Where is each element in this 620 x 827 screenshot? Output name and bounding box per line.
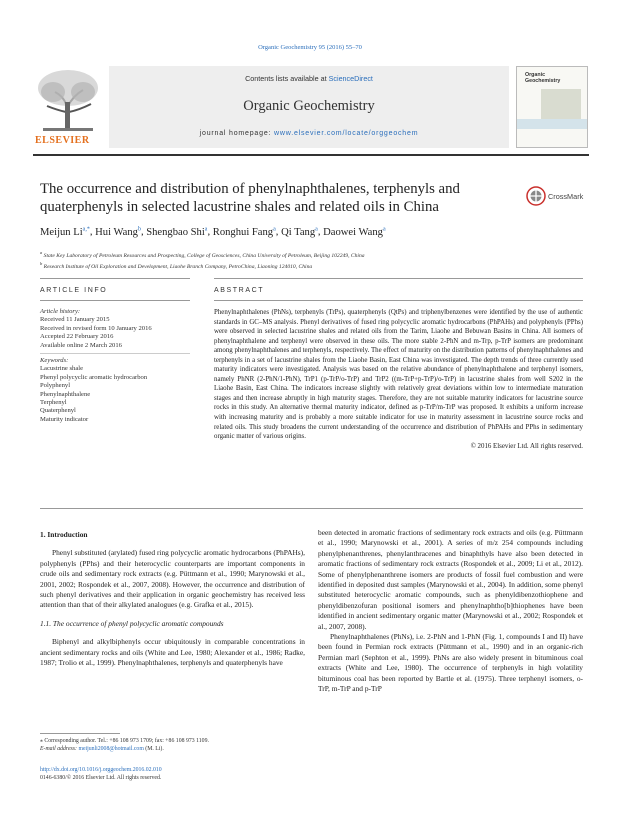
author-list: Meijun $Li^{a,*}$, Hui Wang$^b$, Shengbao Shi$^a$, Ronghui Fang$^a$, Qi Tang$^a$, Daowei Wang$^a$: [40, 226, 386, 238]
rights-notice: 0146-6380/© 2016 Elsevier Ltd. All rights reserved.: [40, 775, 162, 781]
paragraph: Biphenyl and alkylbiphenyls occur ubiquitously in comparable concentrations in ancient sedimentary rocks and oils (White and Lee, 1980; Alexander et al., 1986; Radke, 1987; Trolio et al., 1999). Phenylnaphthalenes, terphenyls and quaterphenyls have: [40, 637, 305, 668]
page-footer: [40, 766, 300, 782]
title-line-2: quaterphenyls in selected lacustrine shales and related oils in China: [40, 199, 439, 215]
journal-banner: [109, 66, 509, 148]
keywords-label: Keywords:: [40, 357, 69, 364]
cover-title-line1: Organic: [525, 72, 546, 78]
divider-abstract: [214, 278, 583, 279]
divider-info: [40, 278, 190, 279]
homepage-prefix: journal homepage:: [199, 130, 275, 137]
journal-citation[interactable]: Organic Geochemistry 95 (2016) 55–70: [258, 44, 362, 51]
homepage-link[interactable]: www.elsevier.com/locate/orggeochem: [274, 130, 419, 137]
author-name[interactable]: Shengbao Shi$^a$: [146, 226, 208, 238]
keyword-item: Phenyl polycyclic aromatic hydrocarbon: [40, 373, 148, 381]
affiliation-a: $^a$ State Key Laboratory of Petroleum Resources and Prospecting, College of Geosciences, China University of Petroleum, Beijing 102249, China: [40, 250, 365, 259]
subsection-heading: 1.1. The occurrence of phenyl polycyclic aromatic compounds: [40, 618, 224, 628]
keywords: [40, 357, 190, 424]
article-info-heading: ARTICLE INFO: [40, 287, 108, 294]
footnote-contact: ⁎ Corresponding author. Tel.: +86 108 973 1709; fax: +86 108 973 1109.: [40, 738, 209, 744]
divider-abstract-2: [214, 300, 583, 301]
paragraph: Phenylnaphthalenes (PhNs), i.e. 2-PhN and 1-PhN (Fig. 1, compounds I and II) have been found in Permian rock extracts (Püttmann et al., 1990) and in an organic-rich Permian marl (Sephton et al., 1999). PhNs are also widely present in bituminous coal extracts (White and Lee, 1980). The occurrence of terphenyls in high volatility bituminous coal has been reported by Bartle et al. (1975). Three terphenyl isomers, o-TrP, m-TrP and p-TrP: [318, 632, 583, 694]
journal-homepage: [109, 130, 509, 137]
article-history: [40, 308, 190, 350]
keyword-item: Quaterphenyl: [40, 407, 76, 415]
cover-image-block: [541, 89, 581, 123]
history-label: Article history:: [40, 308, 81, 315]
email-link[interactable]: meijunli2008@hotmail.com: [78, 746, 144, 752]
crossmark-badge[interactable]: [526, 186, 583, 206]
paragraph: been detected in aromatic fractions of sedimentary rock extracts and oils (e.g. Püttmann et al., 1990; Marynowski et al., 2001). A series of m/z 254 compounds including phenylphenanthrenes, phenylanthracenes and binaphthyls have also been detected in aromatic fractions of sedimentary rock extracts (Rospondek et al., 2009; Li et al., 2012). Some of phenylphenanthrene isomers are products of fossil fuel combustion and were identified in deposited dust samples (Marynowski et al., 2004). In addition, some phenyl substituted heterocyclic aromatic compounds, such as phenyldibenzothiophene and phenyldibenzofuran positional isomers and phenylnaphtho[b]thiophenes have been identified in ancient sedimentary organic matter (Marynowski et al., 2002; Rospondek et al., 2007, 2008).: [318, 528, 583, 631]
body-left-column: [40, 530, 305, 668]
journal-name: Organic Geochemistry: [243, 98, 375, 114]
elsevier-wordmark: ELSEVIER: [35, 135, 90, 146]
journal-header: [33, 66, 589, 156]
keyword-item: Terphenyl: [40, 399, 67, 407]
author-name[interactable]: Hui Wang$^b$: [95, 226, 141, 238]
history-item: Available online 2 March 2016: [40, 341, 122, 349]
divider-keywords: [40, 353, 190, 354]
keyword-item: Maturity indicator: [40, 415, 89, 423]
divider-info-2: [40, 300, 190, 301]
cover-title: [525, 73, 560, 85]
copyright-notice: © 2016 Elsevier Ltd. All rights reserved.: [470, 442, 583, 450]
history-item: Received 11 January 2015: [40, 316, 110, 324]
footnote-email: E-mail address: meijunli2008@hotmail.com (M. Li).: [40, 746, 164, 752]
keyword-item: Polyphenyl: [40, 382, 71, 390]
keyword-item: Phenylnaphthalene: [40, 390, 91, 398]
abstract-heading: ABSTRACT: [214, 287, 265, 294]
body-right-column: [318, 528, 583, 695]
crossmark-label: CrossMark: [548, 191, 584, 201]
doi-link[interactable]: http://dx.doi.org/10.1016/j.orggeochem.2016.02.010: [40, 767, 162, 773]
divider-body: [40, 508, 583, 509]
author-name[interactable]: Qi Tang$^a$: [281, 226, 318, 238]
history-item: Received in revised form 10 January 2016: [40, 324, 152, 332]
paragraph: Phenyl substituted (arylated) fused ring polycyclic aromatic hydrocarbons (PhPAHs), polyphenyls (PPhs) and their heterocyclic counterparts are important components in crude oils and sedimentary rock extracts (e.g. Püttmann et al., 1990; Marynowski et al., 2001, 2002; Rospondek et al., 2007, 2008). However, the occurrence and distribution of such phenyl derivatives and their application in organic geochemistry has received less attention than that of their alkylated analogues (e.g. Grafka et al., 2015).: [40, 548, 305, 610]
article-title: [40, 180, 520, 216]
contents-prefix: Contents lists available at: [245, 74, 329, 83]
title-line-1: The occurrence and distribution of phenylnaphthalenes, terphenyls and: [40, 181, 460, 197]
keyword-list: [40, 365, 190, 424]
abstract-body: [214, 308, 583, 451]
history-item: Accepted 22 February 2016: [40, 333, 114, 341]
footnote-rule: [40, 733, 120, 734]
contents-line: [109, 74, 509, 83]
sciencedirect-link[interactable]: ScienceDirect: [328, 74, 373, 83]
corresponding-author-footnote: [40, 737, 300, 753]
author-name[interactable]: Daowei Wang$^a$: [323, 226, 386, 238]
author-name[interactable]: Ronghui Fang$^a$: [212, 226, 276, 238]
section-heading-introduction: 1. Introduction: [40, 530, 88, 539]
history-list: [40, 316, 190, 350]
author-name[interactable]: Meijun $Li^{a,*}$: [40, 226, 90, 238]
cover-title-line2: Geochemistry: [525, 77, 561, 84]
abstract-text: Phenylnaphthalenes (PhNs), terphenyls (TrPs), quaterphenyls (QtPs) and triphenylbenzenes were identified by the use of authentic standards in GC–MS analysis. Phenyl derivatives of fused ring polycyclic aromatic hydrocarbons (PhPAHs) and polyphenyls (PPhs) were observed in selected lacustrine shales and related oils from the Tarim, Liaohe and Bebuwan Basins in China. All isomers of phenylnaphthalene and terphenyl were observed in these oils. The more stable 2-PhN and m-Trp, p-TrP isomers are predominant among phenylnaphthalenes and terphenyls, respectively. The effect of maturity on the distribution patterns of phenylnaphthalenes and terphenyls in a set of lacustrine shales from the Liaohe Basin, East China was investigated. The depth trends of three currently used maturity indicators were investigated. Analysis was based on the relative abundance of phenylnaphthalene and terphenyl isomers, namely PhNR (2-PhN/1-PhN), TrP1 (p-TrP/o-TrP) and TrP2 ((m-TrP+p-TrP)/o-TrP) in lacustrine shales from well S202 in the Liaohe Basin, East China. The indicators increase slightly with relatively great deviations within low to intermediate maturation stages and then increase abruptly in high maturity stages. Therefore, they are not suitable maturity indicators for lacustrine source rocks in this study. An alternative thermal maturity indicator, defined as p-TrP/m-TrP was proposed. It exhibits a uniform increase with increasing maturity and is probably a more suitable indicator for use in maturity assessment in lacustrine source rocks and related oils. This study broadens the current understanding of the occurrence and distribution of PhPAHs and PPhs in sedimentary organic matter of various origins.: [214, 309, 583, 441]
keyword-item: Lacustrine shale: [40, 365, 84, 373]
affiliation-b: $^b$ Research Institute of Oil Exploration and Development, Liaohe Branch Company, PetroChina, Liaoning 124010, China: [40, 260, 313, 270]
crossmark-icon: [526, 186, 546, 206]
affiliations: [40, 249, 580, 271]
journal-cover-thumbnail: [516, 66, 588, 148]
cover-band: [517, 119, 587, 129]
